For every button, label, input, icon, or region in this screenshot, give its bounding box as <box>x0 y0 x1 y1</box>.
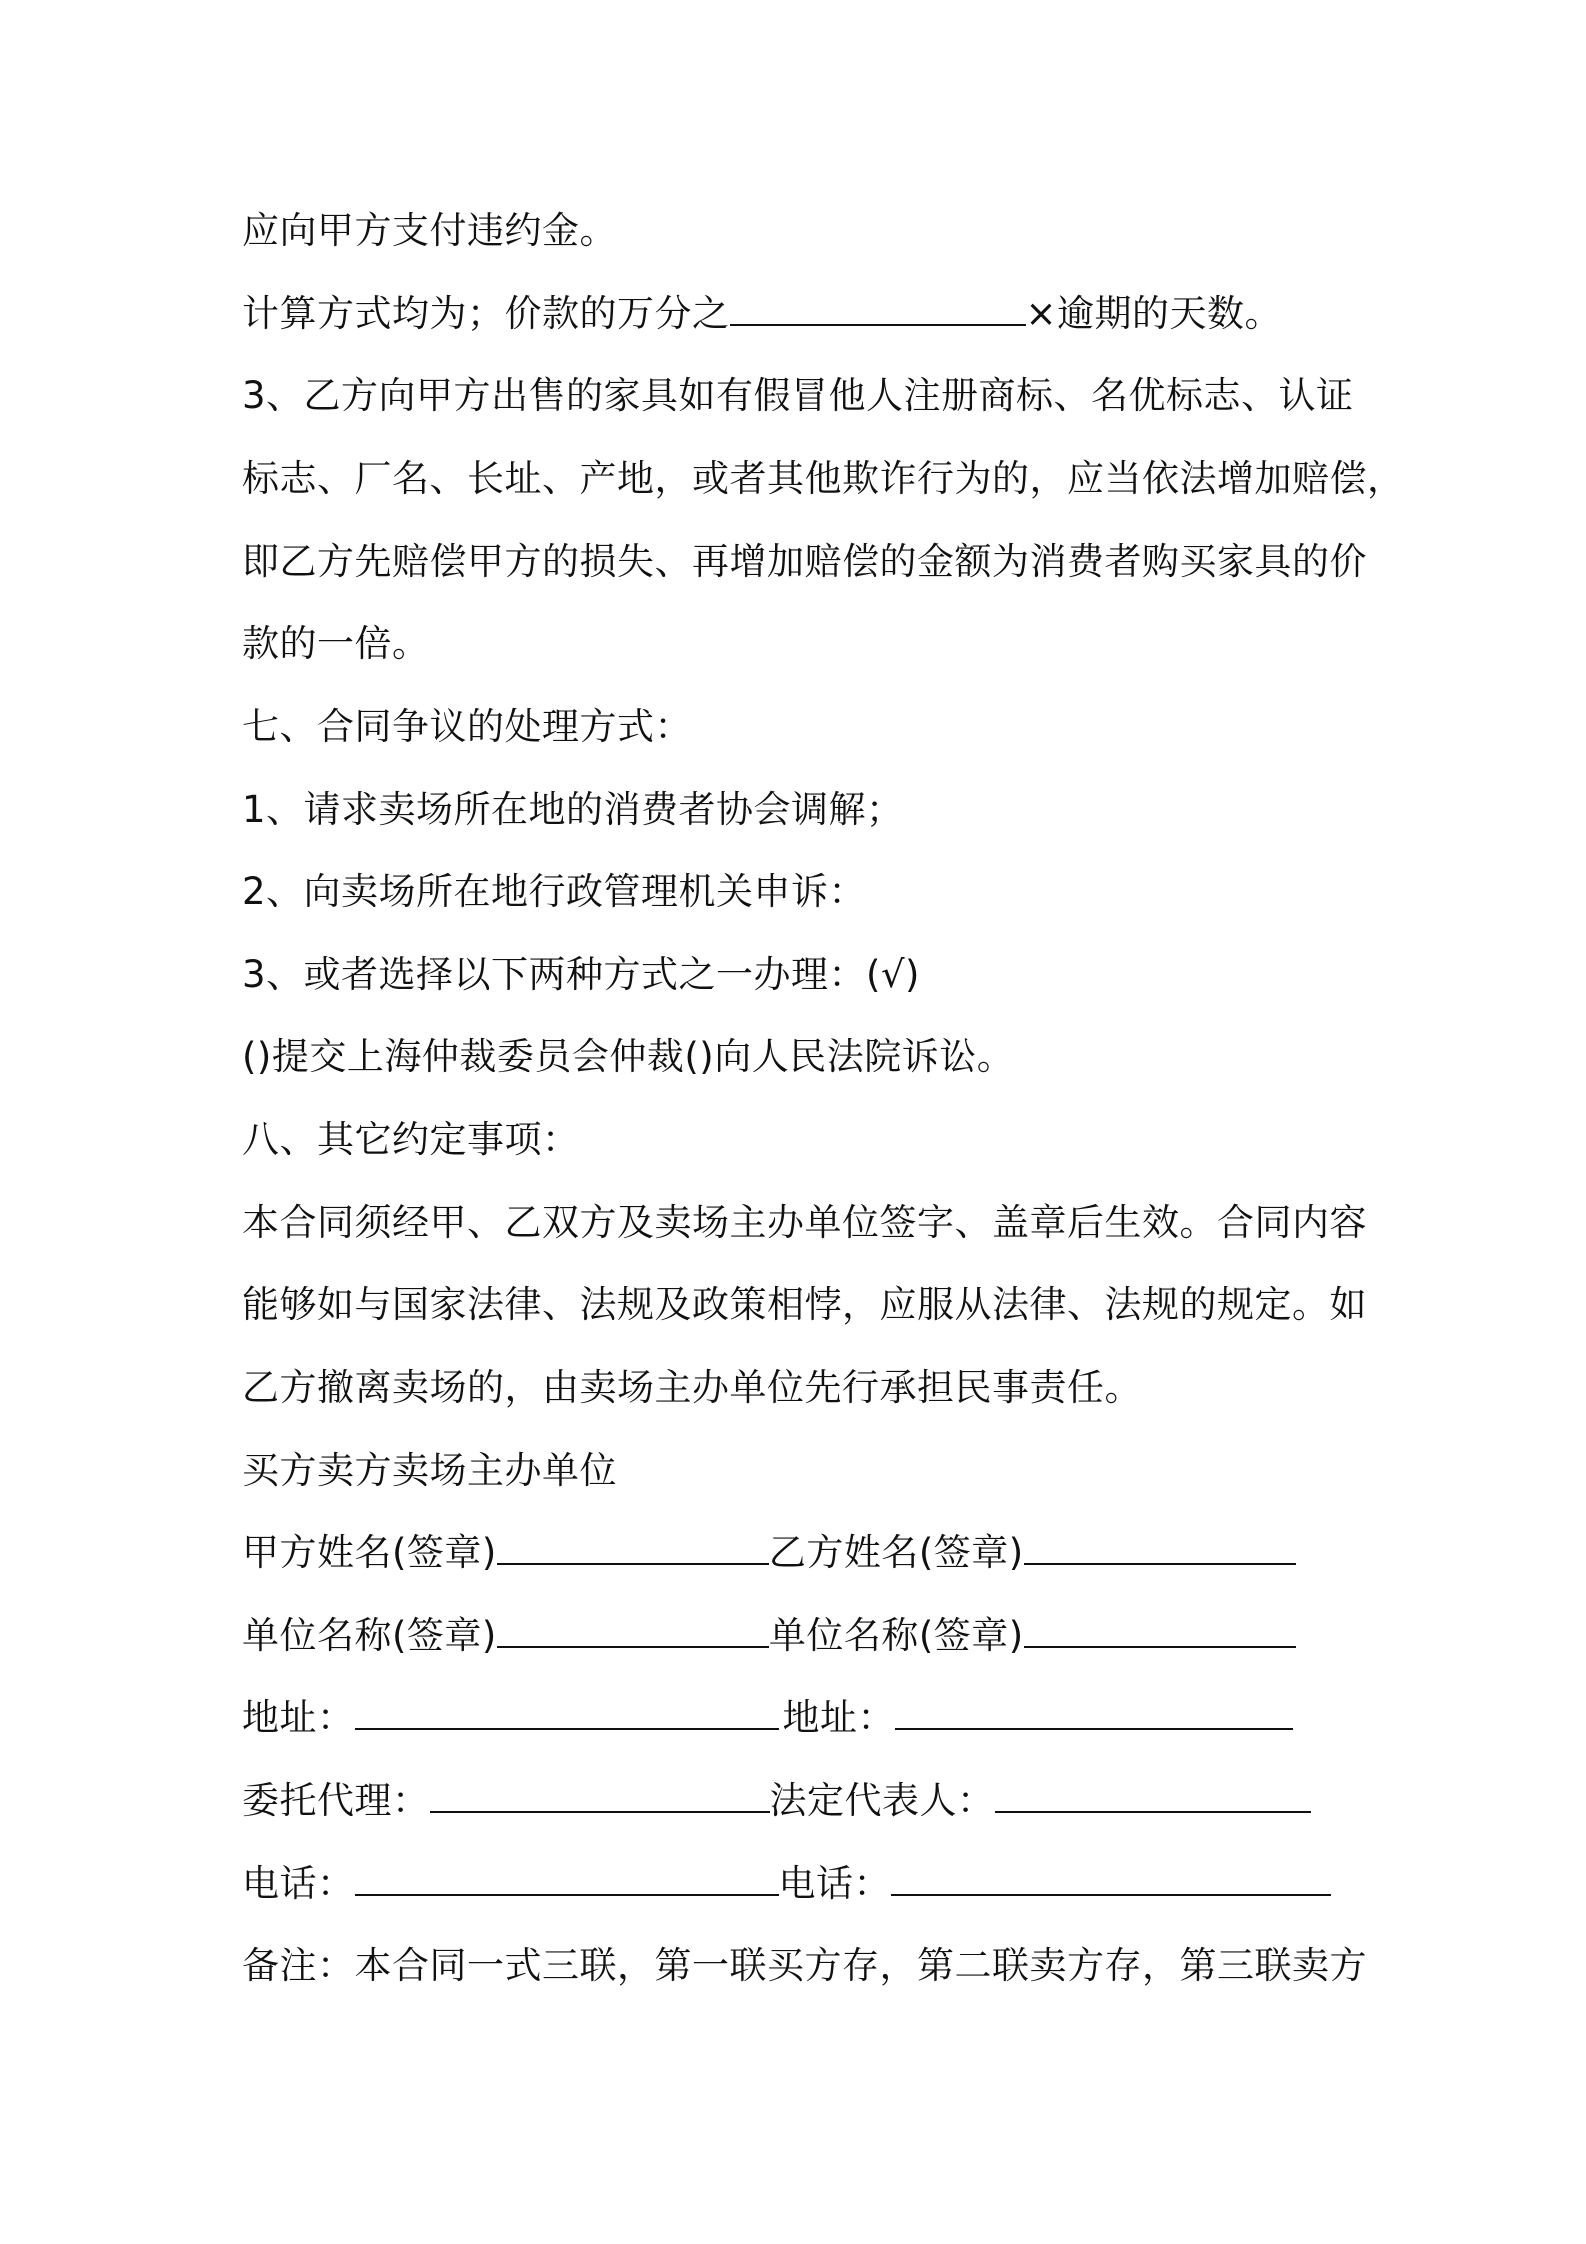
section-heading <box>242 701 692 753</box>
signature-row <box>242 1527 1296 1579</box>
address-a-field[interactable] <box>355 1698 779 1730</box>
heading-other: 八、其它约定事项： <box>242 1118 580 1161</box>
paragraph-line <box>242 370 1354 422</box>
signature-parties: 买方卖方卖场主办单位 <box>242 1449 617 1492</box>
legal-rep-label: 法定代表人： <box>769 1779 995 1822</box>
unit-a-field[interactable] <box>497 1616 769 1648</box>
signature-header <box>242 1445 617 1497</box>
text-line-3: 3、乙方向甲方出售的家具如有假冒他人注册商标、名优标志、认证 <box>242 374 1354 417</box>
signature-row <box>242 1692 1293 1744</box>
text-line-13: 本合同须经甲、乙双方及卖场主办单位签字、盖章后生效。合同内容 <box>242 1201 1367 1244</box>
paragraph-line <box>242 536 1367 588</box>
paragraph-line <box>242 1197 1367 1249</box>
list-item <box>242 1031 1014 1083</box>
signature-row <box>242 1775 1311 1827</box>
party-a-name-field[interactable] <box>497 1533 769 1565</box>
paragraph-line <box>242 618 430 670</box>
phone-b-field[interactable] <box>891 1864 1331 1896</box>
paragraph-line <box>242 1279 1367 1331</box>
signature-row <box>242 1858 1331 1910</box>
calc-text-end: ×逾期的天数。 <box>1025 292 1283 335</box>
address-b-label: 地址： <box>782 1696 895 1739</box>
agent-label: 委托代理： <box>242 1779 430 1822</box>
text-line-5: 即乙方先赔偿甲方的损失、再增加赔偿的金额为消费者购买家具的价 <box>242 540 1367 583</box>
address-b-field[interactable] <box>895 1698 1293 1730</box>
dispute-options: ()提交上海仲裁委员会仲裁()向人民法院诉讼。 <box>242 1035 1015 1078</box>
unit-b-label: 单位名称(签章) <box>768 1614 1024 1657</box>
list-item <box>242 866 866 918</box>
list-item <box>242 784 904 836</box>
text-line-14: 能够如与国家法律、法规及政策相悖，应服从法律、法规的规定。如 <box>242 1283 1367 1326</box>
agent-field[interactable] <box>430 1781 770 1813</box>
text-line-4: 标志、厂名、长址、产地，或者其他欺诈行为的，应当依法增加赔偿， <box>242 457 1405 500</box>
party-b-name-label: 乙方姓名(签章) <box>768 1531 1024 1574</box>
paragraph-line <box>242 1362 1142 1414</box>
legal-rep-field[interactable] <box>995 1781 1311 1813</box>
text-line-1: 应向甲方支付违约金。 <box>242 209 617 252</box>
heading-dispute: 七、合同争议的处理方式： <box>242 705 692 748</box>
remark-text: 备注：本合同一式三联，第一联买方存，第二联卖方存，第三联卖方 <box>242 1944 1367 1987</box>
calc-text: 计算方式均为；价款的万分之 <box>242 292 730 335</box>
section-heading <box>242 1114 580 1166</box>
paragraph-line <box>242 453 1405 505</box>
party-b-name-field[interactable] <box>1024 1533 1296 1565</box>
phone-b-label: 电话： <box>778 1862 891 1905</box>
dispute-item-2: 2、向卖场所在地行政管理机关申诉： <box>242 870 867 913</box>
party-a-name-label: 甲方姓名(签章) <box>242 1531 497 1574</box>
unit-b-field[interactable] <box>1024 1616 1296 1648</box>
calc-line <box>242 288 1282 340</box>
text-line-15: 乙方撤离卖场的，由卖场主办单位先行承担民事责任。 <box>242 1366 1142 1409</box>
unit-a-label: 单位名称(签章) <box>242 1614 497 1657</box>
signature-row <box>242 1610 1296 1662</box>
address-a-label: 地址： <box>242 1696 355 1739</box>
phone-a-field[interactable] <box>355 1864 779 1896</box>
document-page <box>242 0 1405 2244</box>
blank-fill-rate[interactable] <box>730 294 1026 326</box>
dispute-item-1: 1、请求卖场所在地的消费者协会调解； <box>242 788 904 831</box>
text-line-6: 款的一倍。 <box>242 622 430 665</box>
phone-a-label: 电话： <box>242 1862 355 1905</box>
dispute-item-3: 3、或者选择以下两种方式之一办理：(√) <box>242 953 920 996</box>
list-item <box>242 949 920 1001</box>
paragraph-line <box>242 205 617 257</box>
remark-line <box>242 1940 1367 1992</box>
